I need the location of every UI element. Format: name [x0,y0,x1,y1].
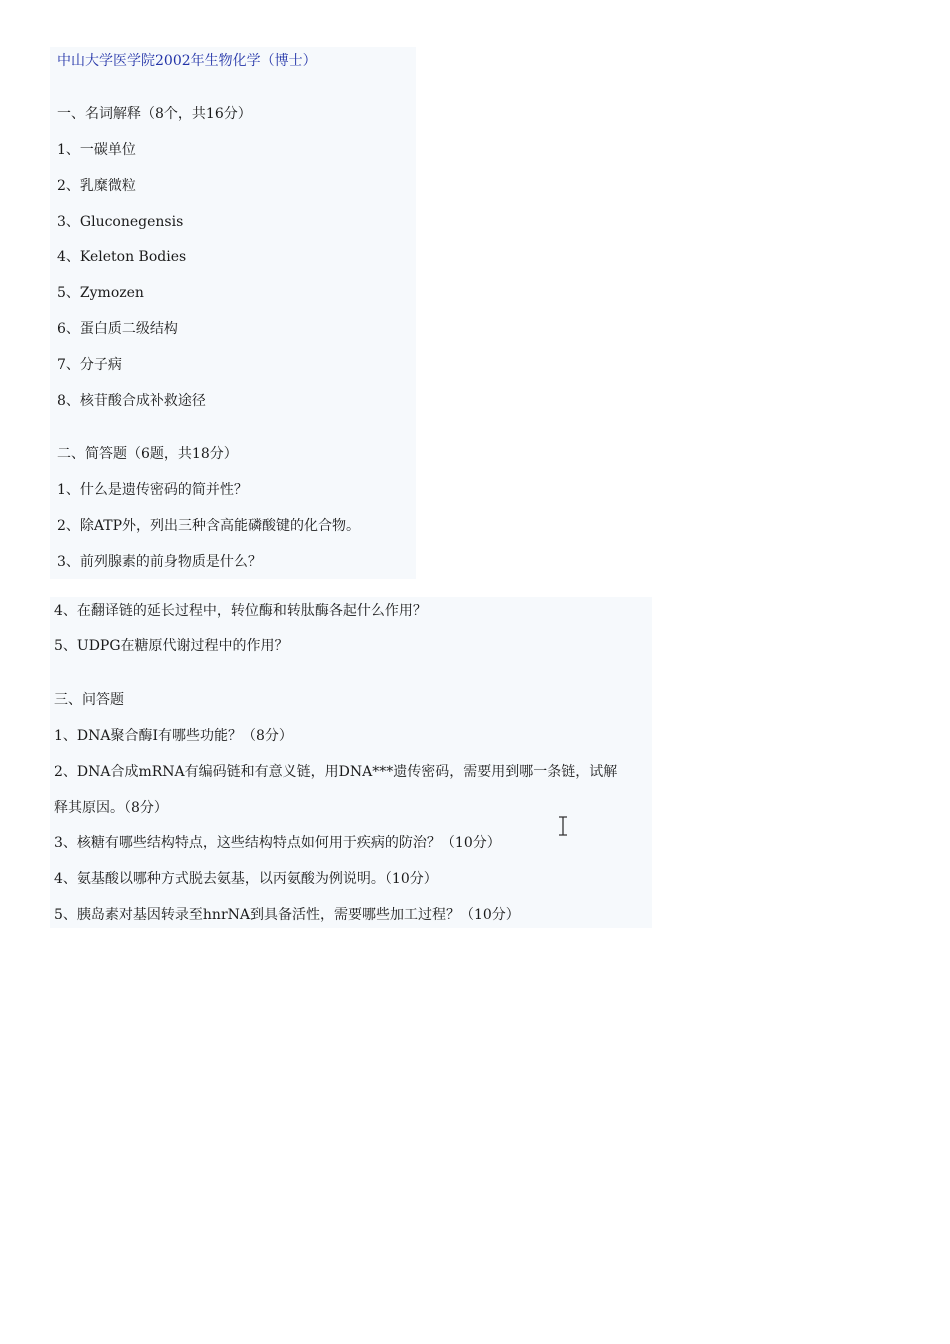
short-question: 1、什么是遗传密码的简并性？ [57,482,248,498]
essay-question: 4、氨基酸以哪种方式脱去氨基，以丙氨酸为例说明。（10分） [54,871,438,887]
section-3-heading: 三、问答题 [54,692,124,708]
text-cursor-icon [556,816,570,836]
term-item: 3、Gluconegensis [57,214,184,230]
short-question: 5、UDPG在糖原代谢过程中的作用？ [54,638,289,654]
term-item: 1、一碳单位 [57,142,136,158]
term-item: 4、Keleton Bodies [57,249,187,265]
essay-question-continuation: 释其原因。（8分） [54,800,168,816]
term-item: 7、分子病 [57,357,122,373]
document-panel-top [50,47,416,579]
term-item: 5、Zymozen [57,285,144,301]
section-1-heading: 一、名词解释（8个，共16分） [57,106,252,122]
term-item: 2、乳糜微粒 [57,178,136,194]
essay-question: 5、胰岛素对基因转录至hnrNA到具备活性，需要哪些加工过程？（10分） [54,907,520,923]
term-item: 6、蛋白质二级结构 [57,321,178,337]
short-question: 4、在翻译链的延长过程中，转位酶和转肽酶各起什么作用？ [54,603,427,619]
term-item: 8、核苷酸合成补救途径 [57,393,206,409]
document-title: 中山大学医学院2002年生物化学（博士） [57,53,317,69]
short-question: 2、除ATP外，列出三种含高能磷酸键的化合物。 [57,518,361,534]
essay-question: 3、核糖有哪些结构特点，这些结构特点如何用于疾病的防治？（10分） [54,835,501,851]
section-2-heading: 二、简答题（6题，共18分） [57,446,238,462]
essay-question: 2、DNA合成mRNA有编码链和有意义链，用DNA***遗传密码，需要用到哪一条链，试解 [54,764,618,780]
essay-question: 1、DNA聚合酶I有哪些功能？（8分） [54,728,293,744]
short-question: 3、前列腺素的前身物质是什么？ [57,554,262,570]
